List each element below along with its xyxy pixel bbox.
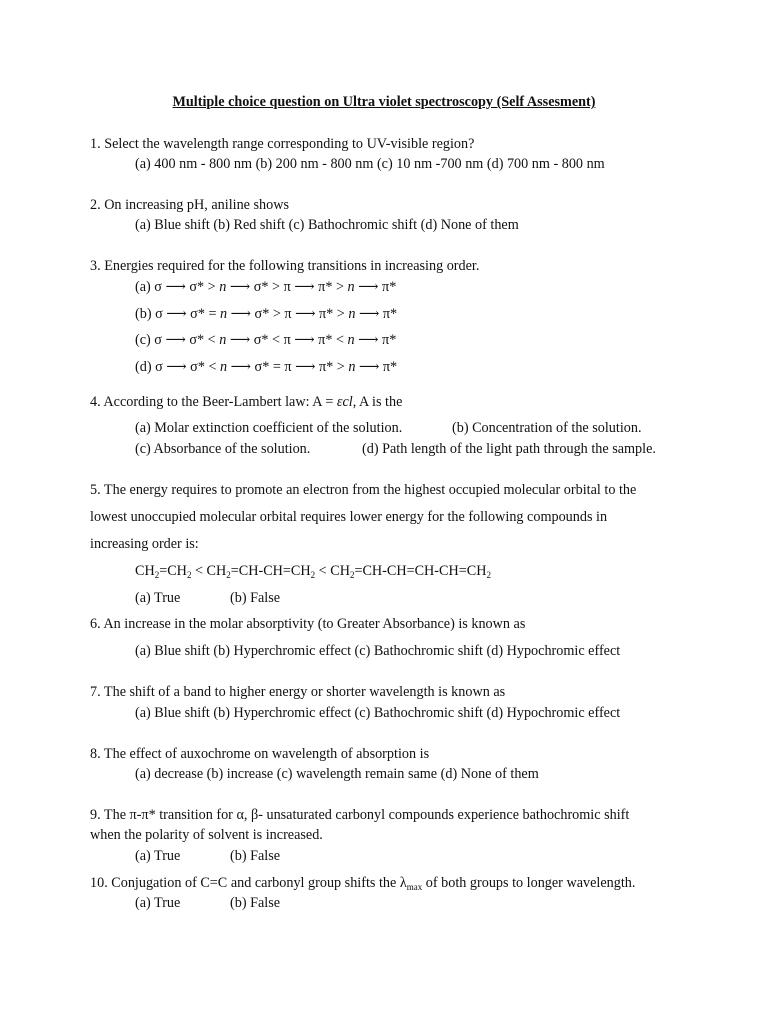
question-6-text: 6. An increase in the molar absorptivity (to Greater Absorbance) is known as <box>90 616 526 632</box>
question-4-option-d: (d) Path length of the light path through the sample. <box>362 441 656 457</box>
page-title: Multiple choice question on Ultra violet spectroscopy (Self Assesment) <box>172 94 596 110</box>
question-3-option-b: (b) σ ⟶ σ* = n ⟶ σ* > π ⟶ π* > n ⟶ π* <box>135 306 398 322</box>
question-3-option-d: (d) σ ⟶ σ* < n ⟶ σ* = π ⟶ π* > n ⟶ π* <box>135 359 398 375</box>
question-3-option-c: (c) σ ⟶ σ* < n ⟶ σ* < π ⟶ π* < n ⟶ π* <box>135 332 397 348</box>
question-7-text: 7. The shift of a band to higher energy or shorter wavelength is known as <box>90 684 506 700</box>
question-4-option-b: (b) Concentration of the solution. <box>452 420 642 436</box>
question-2-options: (a) Blue shift (b) Red shift (c) Bathochromic shift (d) None of them <box>135 217 519 233</box>
question-9-option-a: (a) True <box>135 848 181 864</box>
question-5-option-a: (a) True <box>135 590 181 606</box>
question-10-option-a: (a) True <box>135 895 181 911</box>
question-5-formula: $CH_2=CH_2 < CH_2=CH-CH=CH_2 < CH_2=CH-CH=CH-CH=CH_2$ <box>135 563 491 580</box>
question-3-option-a: (a) σ ⟶ σ* > n ⟶ σ* > π ⟶ π* > n ⟶ π* <box>135 279 397 295</box>
question-9-option-b: (b) False <box>230 848 281 864</box>
question-2-text: 2. On increasing pH, aniline shows <box>90 197 289 213</box>
question-3-text: 3. Energies required for the following transitions in increasing order. <box>90 258 480 274</box>
beer-lambert-formula: εcl <box>336 394 353 410</box>
question-5-line-1: 5. The energy requires to promote an electron from the highest occupied molecular orbital to the <box>90 482 637 498</box>
question-6-options: (a) Blue shift (b) Hyperchromic effect (c) Bathochromic shift (d) Hypochromic effect <box>135 643 621 659</box>
question-4-text: 4. According to the Beer-Lambert law: A = εcl, A is the <box>90 394 403 410</box>
question-1-options: (a) 400 nm - 800 nm (b) 200 nm - 800 nm (c) 10 nm -700 nm (d) 700 nm - 800 nm <box>135 156 605 172</box>
question-10-text: 10. Conjugation of C=C and carbonyl group shifts the $\lambda_{max}$ of both groups to longer wavelength. <box>90 875 636 892</box>
question-7-options: (a) Blue shift (b) Hyperchromic effect (c) Bathochromic shift (d) Hypochromic effect <box>135 705 621 721</box>
question-8-options: (a) decrease (b) increase (c) wavelength remain same (d) None of them <box>135 766 539 782</box>
question-9-line-1: 9. The π-π* transition for α, β- unsaturated carbonyl compounds experience bathochromic shift <box>90 807 630 823</box>
question-5-line-2: lowest unoccupied molecular orbital requires lower energy for the following compounds in <box>90 509 608 525</box>
question-4-option-a: (a) Molar extinction coefficient of the solution. <box>135 420 403 436</box>
question-5-line-3: increasing order is: <box>90 536 199 552</box>
question-8-text: 8. The effect of auxochrome on wavelength of absorption is <box>90 746 430 762</box>
question-4-option-c: (c) Absorbance of the solution. <box>135 441 311 457</box>
question-10-option-b: (b) False <box>230 895 281 911</box>
question-5-option-b: (b) False <box>230 590 281 606</box>
question-1-text: 1. Select the wavelength range corresponding to UV-visible region? <box>90 136 475 152</box>
question-9-line-2: when the polarity of solvent is increased. <box>90 827 323 843</box>
